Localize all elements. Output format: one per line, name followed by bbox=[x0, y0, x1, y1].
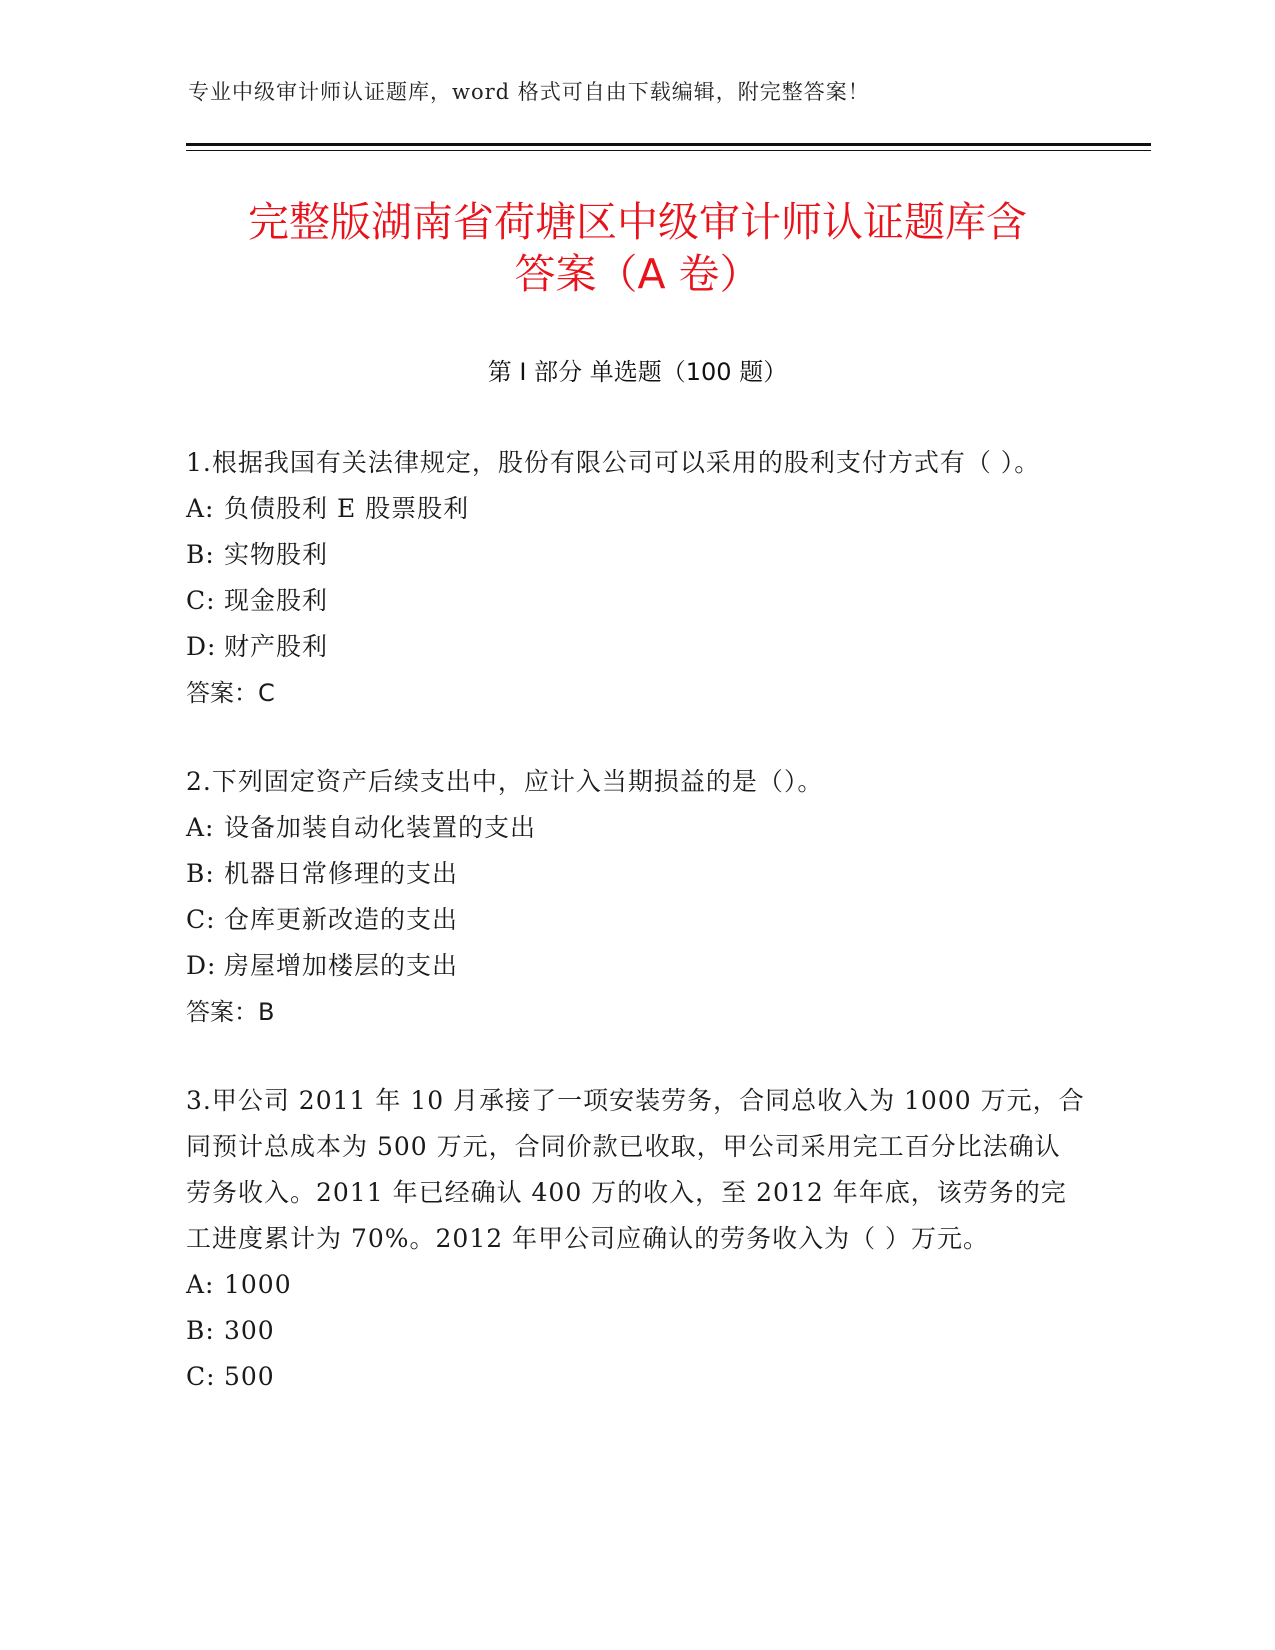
option-key: B: bbox=[186, 540, 215, 569]
option-b bbox=[186, 851, 1086, 897]
option-text: 房屋增加楼层的支出 bbox=[224, 951, 459, 980]
option-d bbox=[186, 943, 1086, 989]
header-rule-thin bbox=[186, 150, 1151, 151]
answer-value: C bbox=[258, 679, 275, 707]
question-2 bbox=[186, 759, 1086, 1035]
option-a bbox=[186, 805, 1086, 851]
header-rule-thick bbox=[186, 143, 1151, 146]
document-title bbox=[150, 196, 1125, 300]
answer-line bbox=[186, 670, 1086, 716]
option-b bbox=[186, 532, 1086, 578]
option-text: 500 bbox=[224, 1362, 275, 1391]
option-key: B: bbox=[186, 859, 215, 888]
question-1 bbox=[186, 440, 1086, 716]
question-stem: 2.下列固定资产后续支出中，应计入当期损益的是（）。 bbox=[186, 767, 824, 796]
document-title-line-1: 完整版湖南省荷塘区中级审计师认证题库含 bbox=[248, 198, 1027, 246]
option-key: C: bbox=[186, 586, 216, 615]
question-list bbox=[186, 440, 1086, 1443]
option-a bbox=[186, 1262, 1086, 1308]
answer-label: 答案： bbox=[186, 679, 258, 707]
option-key: C: bbox=[186, 1362, 216, 1391]
option-b bbox=[186, 1308, 1086, 1354]
question-stem: 1.根据我国有关法律规定，股份有限公司可以采用的股利支付方式有（ ）。 bbox=[186, 448, 1041, 477]
answer-line bbox=[186, 989, 1086, 1035]
option-key: A: bbox=[186, 494, 215, 523]
option-text: 300 bbox=[224, 1316, 275, 1345]
option-c bbox=[186, 1354, 1086, 1400]
section-heading: 第 I 部分 单选题（100 题） bbox=[487, 358, 788, 386]
option-c bbox=[186, 578, 1086, 624]
option-text: 机器日常修理的支出 bbox=[224, 859, 459, 888]
option-d bbox=[186, 624, 1086, 670]
option-text: 实物股利 bbox=[224, 540, 329, 569]
option-key: B: bbox=[186, 1316, 215, 1345]
option-text: 设备加装自动化装置的支出 bbox=[224, 813, 537, 842]
option-key: A: bbox=[186, 813, 215, 842]
option-key: D: bbox=[186, 632, 217, 661]
answer-value: B bbox=[258, 998, 275, 1026]
option-a bbox=[186, 486, 1086, 532]
option-text: 1000 bbox=[224, 1270, 292, 1299]
option-key: A: bbox=[186, 1270, 215, 1299]
answer-label: 答案： bbox=[186, 998, 258, 1026]
option-key: D: bbox=[186, 951, 217, 980]
option-key: C: bbox=[186, 905, 216, 934]
option-c bbox=[186, 897, 1086, 943]
document-title-line-2: 答案（A 卷） bbox=[514, 250, 761, 298]
header-note: 专业中级审计师认证题库，word 格式可自由下载编辑，附完整答案！ bbox=[188, 80, 870, 104]
question-stem: 3.甲公司 2011 年 10 月承接了一项安装劳务，合同总收入为 1000 万元，合同预计总成本为 500 万元，合同价款已收取，甲公司采用完工百分比法确认劳务收入。2011 年已经确认 400 万的收入，至 2012 年年底，该劳务的完工进度累计为 70%。2012 年甲公司应确认的劳务收入为（ ）万元。 bbox=[186, 1086, 1085, 1253]
option-text: 负债股利 E 股票股利 bbox=[224, 494, 470, 523]
option-text: 现金股利 bbox=[224, 586, 329, 615]
option-text: 财产股利 bbox=[224, 632, 329, 661]
option-text: 仓库更新改造的支出 bbox=[224, 905, 459, 934]
question-3 bbox=[186, 1078, 1086, 1400]
